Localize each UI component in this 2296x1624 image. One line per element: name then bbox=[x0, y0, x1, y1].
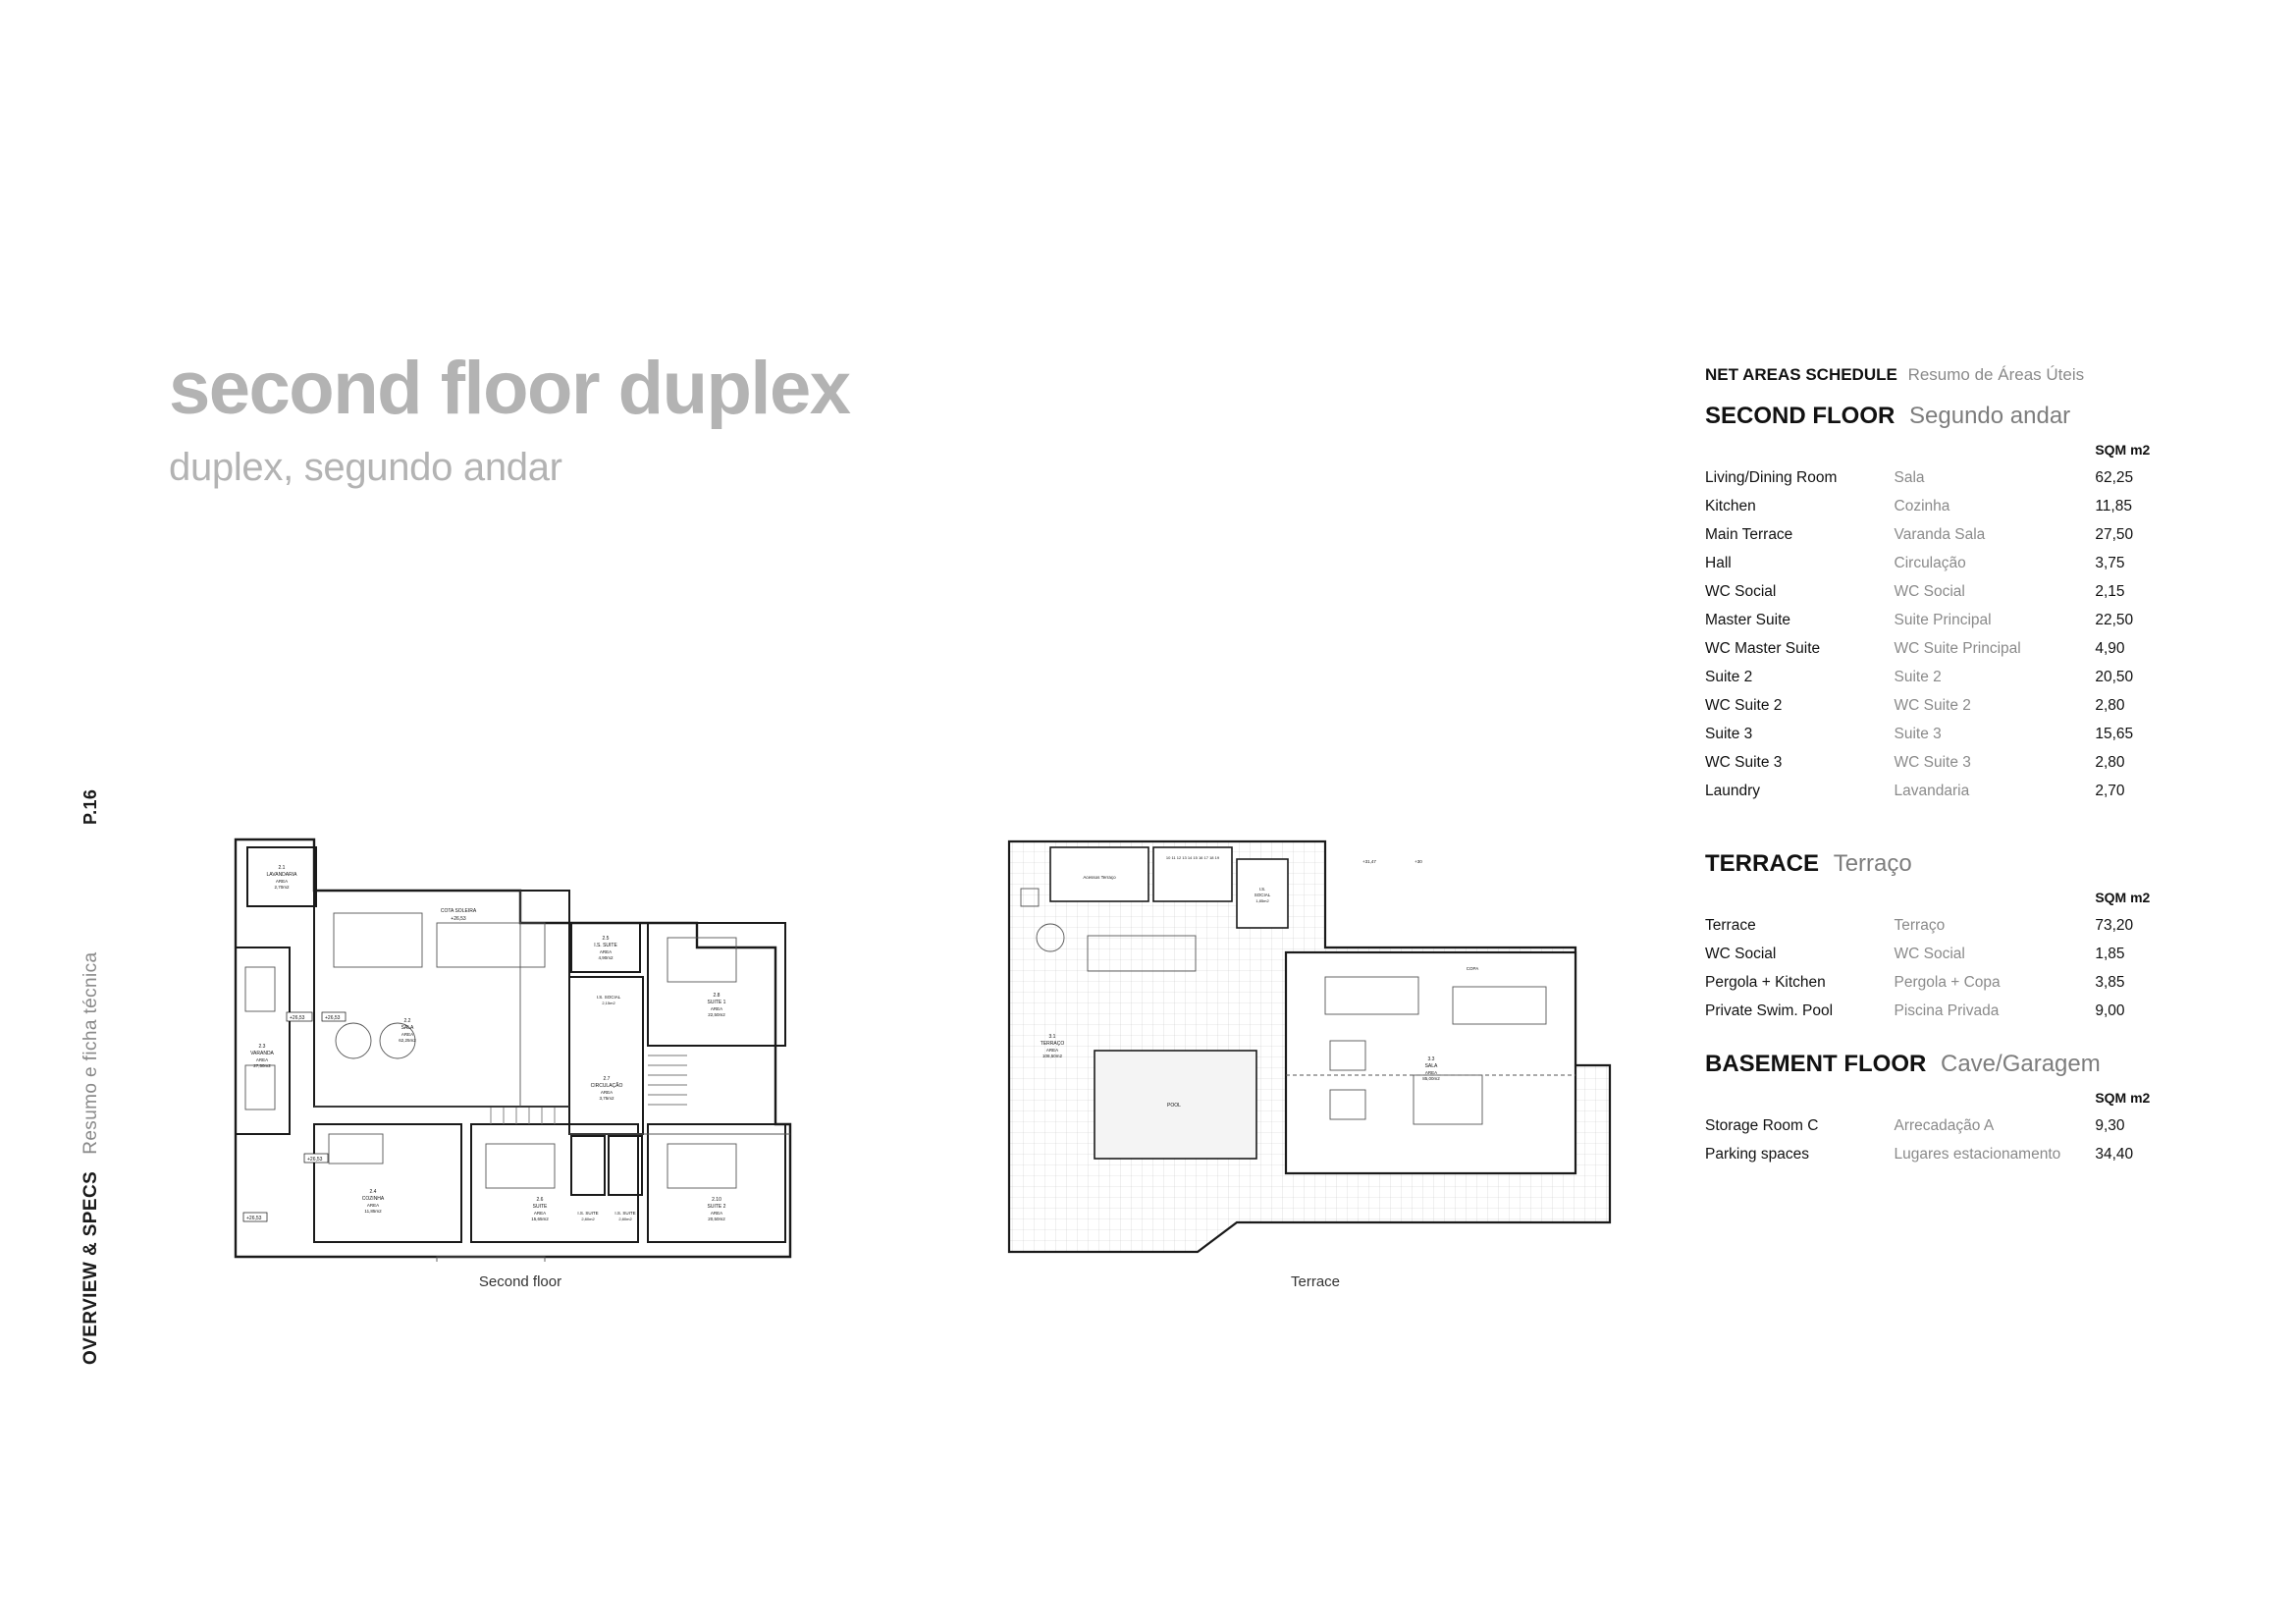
svg-text:I.S. SUITE: I.S. SUITE bbox=[614, 1211, 636, 1216]
svg-text:4,90m2: 4,90m2 bbox=[598, 955, 614, 960]
svg-text:AREA: AREA bbox=[275, 879, 289, 884]
svg-text:2.7: 2.7 bbox=[603, 1076, 611, 1082]
row-label-pt: Sala bbox=[1894, 468, 1925, 486]
schedule-header-pt: Resumo de Áreas Úteis bbox=[1907, 365, 2085, 384]
row-label-pt: Circulação bbox=[1894, 554, 1966, 571]
page-title: second floor duplex bbox=[169, 347, 850, 430]
plan-caption-terrace: Terrace bbox=[1290, 1273, 1341, 1290]
row-label-pt: WC Suite Principal bbox=[1894, 639, 2021, 657]
row-label-pt: Pergola + Copa bbox=[1894, 973, 2001, 991]
svg-text:2.4: 2.4 bbox=[369, 1189, 377, 1195]
row-value: 3,75 bbox=[2095, 554, 2125, 571]
svg-text:+26,53: +26,53 bbox=[290, 1015, 305, 1021]
table-row bbox=[1705, 634, 2206, 663]
row-value: 2,80 bbox=[2095, 696, 2125, 714]
svg-text:AREA: AREA bbox=[533, 1211, 547, 1216]
svg-text:Acessos Terraço: Acessos Terraço bbox=[1083, 875, 1116, 880]
row-value: 15,65 bbox=[2095, 725, 2134, 742]
net-areas-schedule bbox=[1705, 365, 2206, 1168]
svg-text:2,80m2: 2,80m2 bbox=[581, 1217, 595, 1221]
row-label-pt: Varanda Sala bbox=[1894, 525, 1986, 543]
svg-text:20,50m2: 20,50m2 bbox=[708, 1217, 725, 1221]
svg-text:AREA: AREA bbox=[255, 1057, 269, 1062]
page-spine bbox=[57, 776, 101, 1414]
svg-text:85,00m2: 85,00m2 bbox=[1422, 1076, 1440, 1081]
floorplan-terrace bbox=[1001, 830, 1629, 1290]
section-title-pt-0: Segundo andar bbox=[1909, 403, 2071, 429]
svg-text:SUITE 2: SUITE 2 bbox=[707, 1204, 726, 1210]
svg-text:SALA: SALA bbox=[400, 1025, 414, 1031]
col-pt bbox=[1895, 440, 2096, 463]
section-title-basement bbox=[1705, 1051, 2206, 1078]
svg-text:SUITE: SUITE bbox=[532, 1204, 548, 1210]
row-label-en: Suite 2 bbox=[1705, 668, 1753, 685]
schedule-header bbox=[1705, 365, 2206, 385]
svg-text:3.3: 3.3 bbox=[1427, 1056, 1435, 1062]
section-label-en: OVERVIEW & SPECS bbox=[80, 1170, 101, 1365]
plan-caption-second-floor: Second floor bbox=[478, 1273, 562, 1290]
row-label-en: WC Suite 2 bbox=[1705, 696, 1783, 714]
table-row bbox=[1705, 968, 2206, 997]
row-value: 62,25 bbox=[2095, 468, 2134, 486]
table-header-row bbox=[1705, 1088, 2206, 1111]
col-en bbox=[1705, 440, 1895, 463]
row-label-en: Terrace bbox=[1705, 916, 1756, 934]
schedule-header-en: NET AREAS SCHEDULE bbox=[1705, 365, 1897, 384]
col-sqm: SQM m2 bbox=[2095, 442, 2151, 458]
svg-text:2.6: 2.6 bbox=[536, 1197, 544, 1203]
svg-text:COZINHA: COZINHA bbox=[361, 1196, 385, 1202]
row-value: 4,90 bbox=[2095, 639, 2125, 657]
svg-text:+26,53: +26,53 bbox=[325, 1015, 341, 1021]
table-row bbox=[1705, 606, 2206, 634]
svg-text:2.5: 2.5 bbox=[602, 936, 610, 942]
svg-text:AREA: AREA bbox=[1045, 1048, 1059, 1053]
table-row bbox=[1705, 463, 2206, 492]
col-pt bbox=[1895, 888, 2096, 911]
table-second-floor bbox=[1705, 440, 2206, 805]
table-row bbox=[1705, 520, 2206, 549]
row-value: 27,50 bbox=[2095, 525, 2134, 543]
page-number: P.16 bbox=[80, 788, 100, 825]
svg-text:62,25m2: 62,25m2 bbox=[399, 1038, 416, 1043]
row-label-en: WC Social bbox=[1705, 945, 1777, 962]
svg-text:+31,47: +31,47 bbox=[1362, 859, 1376, 864]
row-value: 2,70 bbox=[2095, 782, 2125, 799]
table-row bbox=[1705, 663, 2206, 691]
page-subtitle: duplex, segundo andar bbox=[169, 446, 562, 489]
table-basement bbox=[1705, 1088, 2206, 1168]
svg-text:+26,53: +26,53 bbox=[451, 916, 466, 922]
table-row bbox=[1705, 911, 2206, 940]
svg-text:AREA: AREA bbox=[400, 1032, 414, 1037]
svg-text:SALA: SALA bbox=[1424, 1063, 1438, 1069]
svg-text:I.S. SUITE: I.S. SUITE bbox=[594, 943, 617, 948]
svg-text:3,75m2: 3,75m2 bbox=[599, 1096, 614, 1101]
table-row bbox=[1705, 720, 2206, 748]
row-label-pt: Suite 2 bbox=[1894, 668, 1942, 685]
row-value: 22,50 bbox=[2095, 611, 2134, 628]
row-value: 11,85 bbox=[2095, 497, 2132, 514]
row-label-pt: Arrecadação A bbox=[1894, 1116, 1995, 1134]
svg-text:SOCIAL: SOCIAL bbox=[1254, 893, 1271, 897]
row-label-en: Hall bbox=[1705, 554, 1732, 571]
svg-text:2,70m2: 2,70m2 bbox=[274, 885, 290, 890]
row-label-pt: WC Suite 3 bbox=[1894, 753, 1971, 771]
svg-text:AREA: AREA bbox=[710, 1211, 723, 1216]
svg-text:22,50m2: 22,50m2 bbox=[708, 1012, 725, 1017]
row-label-en: WC Suite 3 bbox=[1705, 753, 1783, 771]
terrace-drawing bbox=[1001, 830, 1629, 1262]
svg-text:11,85m2: 11,85m2 bbox=[364, 1209, 382, 1214]
svg-text:TERRAÇO: TERRAÇO bbox=[1040, 1041, 1065, 1047]
table-row bbox=[1705, 1111, 2206, 1140]
table-row bbox=[1705, 577, 2206, 606]
row-value: 2,15 bbox=[2095, 582, 2125, 600]
section-title-en-0: SECOND FLOOR bbox=[1705, 403, 1896, 429]
table-row bbox=[1705, 691, 2206, 720]
svg-text:POOL: POOL bbox=[1167, 1103, 1181, 1109]
section-title-pt-2: Cave/Garagem bbox=[1941, 1051, 2101, 1077]
svg-text:+30: +30 bbox=[1415, 859, 1422, 864]
row-label-en: Private Swim. Pool bbox=[1705, 1001, 1834, 1019]
row-label-en: Living/Dining Room bbox=[1705, 468, 1838, 486]
row-label-en: Suite 3 bbox=[1705, 725, 1753, 742]
svg-text:AREA: AREA bbox=[710, 1006, 723, 1011]
svg-text:I.S. SOCIAL: I.S. SOCIAL bbox=[596, 995, 621, 1000]
table-row bbox=[1705, 748, 2206, 777]
table-row bbox=[1705, 997, 2206, 1025]
section-title-pt-1: Terraço bbox=[1833, 850, 1912, 877]
row-label-en: Storage Room C bbox=[1705, 1116, 1819, 1134]
row-value: 3,85 bbox=[2095, 973, 2125, 991]
row-label-en: Main Terrace bbox=[1705, 525, 1793, 543]
floorplan-second-floor bbox=[226, 830, 815, 1290]
svg-text:3.1: 3.1 bbox=[1048, 1034, 1056, 1040]
svg-text:I.S. SUITE: I.S. SUITE bbox=[577, 1211, 599, 1216]
table-header-row bbox=[1705, 888, 2206, 911]
svg-text:+26,53: +26,53 bbox=[246, 1216, 262, 1221]
col-en bbox=[1705, 888, 1895, 911]
svg-text:COTA SOLEIRA: COTA SOLEIRA bbox=[440, 908, 477, 914]
svg-text:2.10: 2.10 bbox=[712, 1197, 721, 1203]
table-row bbox=[1705, 1140, 2206, 1168]
col-en bbox=[1705, 1088, 1895, 1111]
row-label-pt: WC Social bbox=[1894, 582, 1965, 600]
svg-text:2.1: 2.1 bbox=[278, 865, 286, 871]
row-label-pt: Lavandaria bbox=[1894, 782, 1970, 799]
table-header-row bbox=[1705, 440, 2206, 463]
page-title-block bbox=[169, 347, 850, 490]
row-value: 9,00 bbox=[2095, 1001, 2125, 1019]
svg-text:2.3: 2.3 bbox=[258, 1044, 266, 1050]
svg-text:LAVANDARIA: LAVANDARIA bbox=[266, 872, 297, 878]
table-row bbox=[1705, 940, 2206, 968]
table-row bbox=[1705, 549, 2206, 577]
svg-text:1,85m2: 1,85m2 bbox=[1255, 898, 1269, 903]
svg-text:2,80m2: 2,80m2 bbox=[618, 1217, 632, 1221]
row-value: 34,40 bbox=[2095, 1145, 2134, 1163]
row-label-pt: Piscina Privada bbox=[1894, 1001, 2000, 1019]
svg-text:10 11 12 13 14 15 16 17: 10 11 12 13 14 15 16 17 18 19 bbox=[1165, 855, 1220, 860]
row-value: 2,80 bbox=[2095, 753, 2125, 771]
col-sqm: SQM m2 bbox=[2095, 890, 2151, 905]
svg-text:2,15m2: 2,15m2 bbox=[602, 1001, 615, 1005]
svg-text:AREA: AREA bbox=[599, 949, 613, 954]
row-label-en: Laundry bbox=[1705, 782, 1761, 799]
svg-text:27,50m2: 27,50m2 bbox=[253, 1063, 271, 1068]
table-terrace bbox=[1705, 888, 2206, 1025]
svg-text:AREA: AREA bbox=[1424, 1070, 1438, 1075]
svg-text:+26,53: +26,53 bbox=[307, 1157, 323, 1163]
svg-text:AREA: AREA bbox=[600, 1090, 614, 1095]
row-value: 9,30 bbox=[2095, 1116, 2125, 1134]
svg-text:15,65m2: 15,65m2 bbox=[531, 1217, 549, 1221]
section-title-en-2: BASEMENT FLOOR bbox=[1705, 1051, 1927, 1077]
second-floor-drawing bbox=[226, 830, 815, 1262]
row-label-en: WC Master Suite bbox=[1705, 639, 1821, 657]
row-label-pt: Terraço bbox=[1894, 916, 1946, 934]
section-title-second-floor bbox=[1705, 403, 2206, 430]
row-label-en: Parking spaces bbox=[1705, 1145, 1809, 1163]
svg-text:2.8: 2.8 bbox=[713, 993, 721, 999]
row-label-pt: Lugares estacionamento bbox=[1894, 1145, 2061, 1163]
row-label-en: WC Social bbox=[1705, 582, 1777, 600]
row-label-pt: WC Social bbox=[1894, 945, 1965, 962]
section-title-terrace bbox=[1705, 850, 2206, 878]
col-sqm: SQM m2 bbox=[2095, 1090, 2151, 1106]
svg-text:I.S.: I.S. bbox=[1258, 887, 1266, 892]
svg-text:VARANDA: VARANDA bbox=[250, 1051, 274, 1056]
row-label-pt: Suite Principal bbox=[1894, 611, 1992, 628]
svg-text:COPA: COPA bbox=[1466, 966, 1479, 971]
svg-text:2.2: 2.2 bbox=[403, 1018, 411, 1024]
section-label bbox=[80, 952, 102, 1366]
row-label-pt: WC Suite 2 bbox=[1894, 696, 1971, 714]
row-label-en: Master Suite bbox=[1705, 611, 1791, 628]
table-row bbox=[1705, 492, 2206, 520]
table-row bbox=[1705, 777, 2206, 805]
row-value: 1,85 bbox=[2095, 945, 2125, 962]
svg-text:CIRCULAÇÃO: CIRCULAÇÃO bbox=[590, 1083, 623, 1089]
col-pt bbox=[1895, 1088, 2096, 1111]
row-label-en: Kitchen bbox=[1705, 497, 1756, 514]
row-value: 20,50 bbox=[2095, 668, 2134, 685]
svg-text:108,50m2: 108,50m2 bbox=[1041, 1054, 1063, 1058]
row-label-pt: Suite 3 bbox=[1894, 725, 1942, 742]
row-label-pt: Cozinha bbox=[1894, 497, 1950, 514]
section-label-pt: Resumo e ficha técnica bbox=[80, 951, 101, 1155]
svg-text:AREA: AREA bbox=[366, 1203, 380, 1208]
section-title-en-1: TERRACE bbox=[1705, 850, 1820, 877]
svg-text:SUITE 1: SUITE 1 bbox=[707, 1000, 726, 1005]
row-value: 73,20 bbox=[2095, 916, 2134, 934]
row-label-en: Pergola + Kitchen bbox=[1705, 973, 1826, 991]
